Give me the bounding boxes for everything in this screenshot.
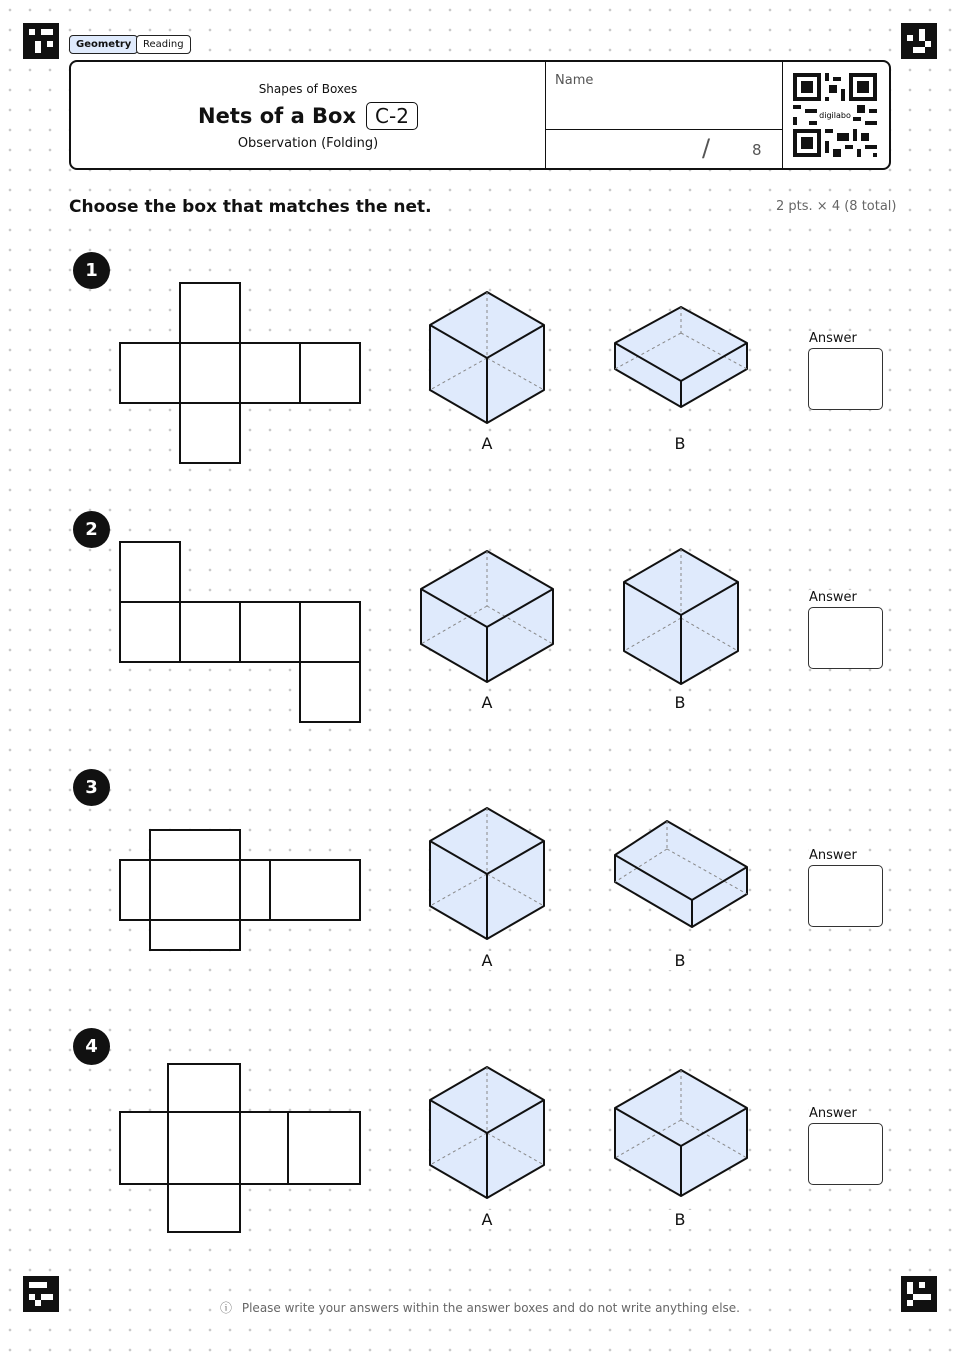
score-total: 8 xyxy=(752,141,762,159)
option-a-label: A xyxy=(472,951,502,970)
option-b-box[interactable] xyxy=(612,1068,750,1198)
answer-box[interactable] xyxy=(808,865,883,927)
option-b-box[interactable] xyxy=(612,305,750,409)
footer-text: Please write your answers within the answer boxes and do not write anything else. xyxy=(239,1301,743,1315)
box-net xyxy=(0,1028,400,1248)
tag-reading: Reading xyxy=(136,35,191,54)
answer-label: Answer xyxy=(809,848,857,863)
answer-label: Answer xyxy=(809,331,857,346)
problem-3 xyxy=(0,769,960,989)
box-net xyxy=(0,252,400,472)
tag-geometry: Geometry xyxy=(69,35,138,54)
option-b-label: B xyxy=(665,951,695,970)
option-a-box[interactable] xyxy=(427,1065,547,1200)
answer-label: Answer xyxy=(809,1106,857,1121)
answer-label: Answer xyxy=(809,590,857,605)
corner-marker-top-right xyxy=(901,23,937,59)
worksheet-title-row xyxy=(71,102,545,130)
points-text: 2 pts. × 4 (8 total) xyxy=(776,199,897,214)
option-b-label: B xyxy=(665,693,695,712)
answer-box[interactable] xyxy=(808,348,883,410)
worksheet-code: C-2 xyxy=(366,102,418,130)
option-b-label: B xyxy=(665,434,695,453)
option-b-box[interactable] xyxy=(621,547,741,686)
qr-code-icon xyxy=(793,73,877,157)
problem-4 xyxy=(0,1028,960,1248)
problem-1 xyxy=(0,252,960,472)
option-a-label: A xyxy=(472,434,502,453)
box-net xyxy=(0,511,400,731)
worksheet-title: Nets of a Box xyxy=(198,104,357,128)
problem-number: 1 xyxy=(73,252,110,289)
option-a-label: A xyxy=(472,1210,502,1229)
footer-note xyxy=(0,1299,960,1316)
option-b-label: B xyxy=(665,1210,695,1229)
problem-2 xyxy=(0,511,960,731)
name-score-block xyxy=(545,62,783,168)
name-divider xyxy=(546,129,782,130)
info-icon: ⓘ xyxy=(217,1301,235,1315)
option-a-label: A xyxy=(472,693,502,712)
qr-caption: digilabo xyxy=(819,110,851,120)
worksheet-header xyxy=(69,60,891,170)
box-net xyxy=(0,769,400,989)
answer-box[interactable] xyxy=(808,607,883,669)
name-label: Name xyxy=(555,73,594,88)
option-b-box[interactable] xyxy=(612,819,750,931)
worksheet-subtitle: Shapes of Boxes xyxy=(258,82,358,96)
score-slash: / xyxy=(702,134,711,162)
problem-number: 4 xyxy=(73,1028,110,1065)
instruction-text: Choose the box that matches the net. xyxy=(69,197,432,217)
option-a-box[interactable] xyxy=(427,290,547,425)
header-title-block xyxy=(71,62,545,168)
option-a-box[interactable] xyxy=(418,549,556,684)
problem-number: 2 xyxy=(73,511,110,548)
problem-number: 3 xyxy=(73,769,110,806)
answer-box[interactable] xyxy=(808,1123,883,1185)
corner-marker-top-left xyxy=(23,23,59,59)
option-a-box[interactable] xyxy=(427,806,547,941)
worksheet-observation: Observation (Folding) xyxy=(237,136,379,151)
